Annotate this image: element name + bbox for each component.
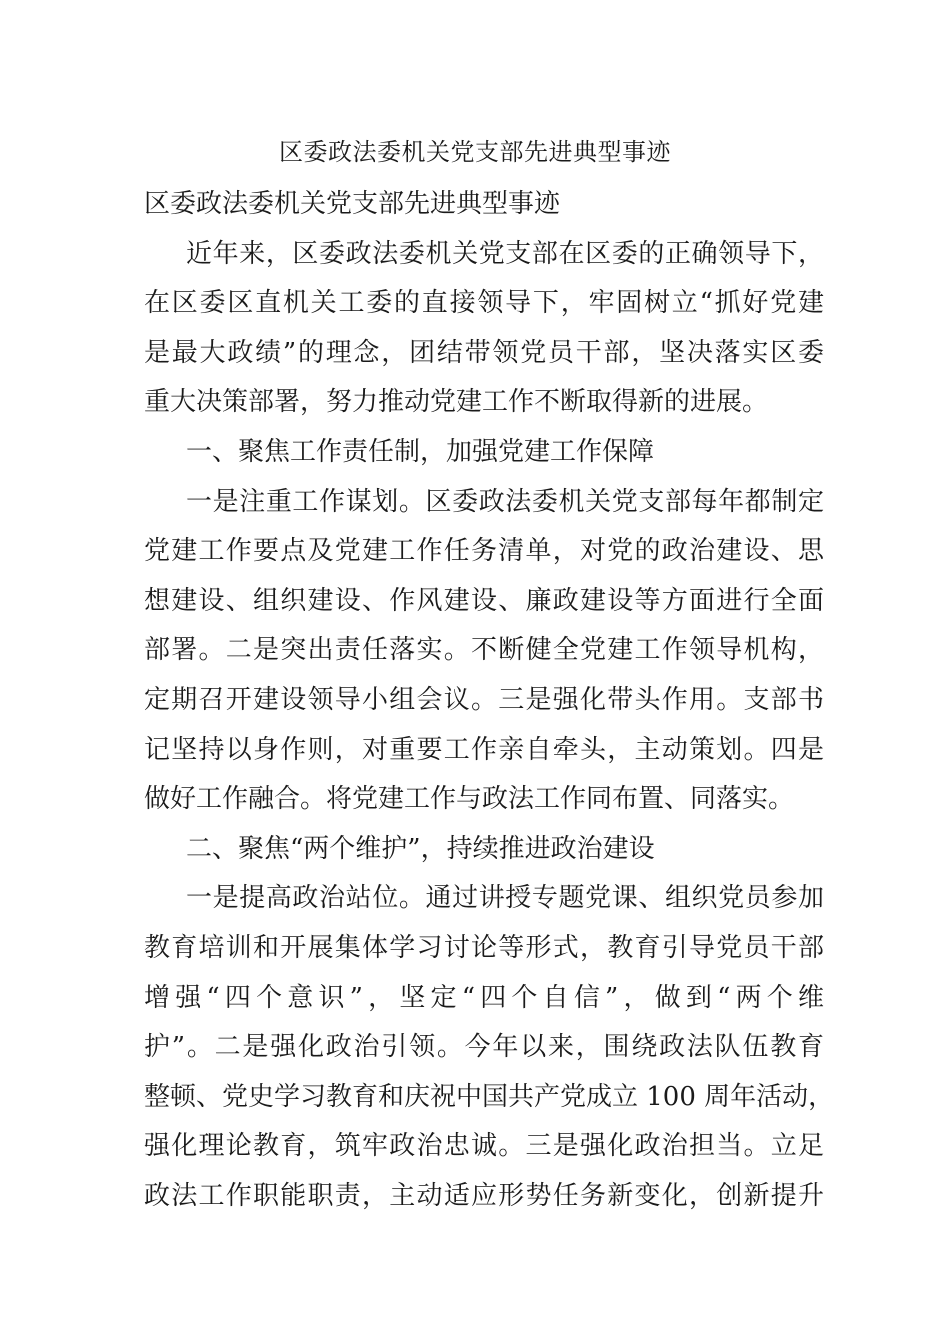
paragraph-line: 重大决策部署，努力推动党建工作不断取得新的进展。 [144, 387, 769, 418]
paragraph-line: 党建工作要点及党建工作任务清单，对党的政治建设、思 [144, 536, 824, 567]
paragraph-line: 护”。二是强化政治引领。今年以来，围绕政法队伍教育 [144, 1032, 824, 1063]
paragraph-line: 一、聚焦工作责任制，加强党建工作保障 [186, 436, 655, 467]
paragraph-line: 二、聚焦“两个维护”，持续推进政治建设 [186, 833, 655, 864]
document-title: 区委政法委机关党支部先进典型事迹 [279, 138, 671, 166]
paragraph-line: 部署。二是突出责任落实。不断健全党建工作领导机构， [144, 635, 824, 666]
paragraph-line: 做好工作融合。将党建工作与政法工作同布置、同落实。 [144, 784, 795, 815]
paragraph-line: 记坚持以身作则，对重要工作亲自牵头，主动策划。四是 [144, 734, 824, 765]
paragraph-line: 政法工作职能职责，主动适应形势任务新变化，创新提升 [144, 1180, 824, 1211]
document-subtitle: 区委政法委机关党支部先进典型事迹 [144, 189, 561, 219]
paragraph-line: 在区委区直机关工委的直接领导下，牢固树立“抓好党建 [144, 288, 824, 319]
paragraph-line: 是最大政绩”的理念，团结带领党员干部，坚决落实区委 [144, 337, 824, 368]
paragraph-line: 增强“四个意识”，坚定“四个自信”，做到“两个维 [144, 982, 824, 1013]
paragraph-line: 强化理论教育，筑牢政治忠诚。三是强化政治担当。立足 [144, 1131, 824, 1162]
paragraph-line: 教育培训和开展集体学习讨论等形式，教育引导党员干部 [144, 932, 824, 963]
paragraph-line: 一是注重工作谋划。区委政法委机关党支部每年都制定 [186, 486, 824, 517]
paragraph-line: 一是提高政治站位。通过讲授专题党课、组织党员参加 [186, 883, 824, 914]
paragraph-line: 近年来，区委政法委机关党支部在区委的正确领导下， [186, 238, 824, 269]
paragraph-line: 整顿、党史学习教育和庆祝中国共产党成立 100 周年活动， [144, 1081, 835, 1112]
paragraph-line: 想建设、组织建设、作风建设、廉政建设等方面进行全面 [144, 585, 824, 616]
document-body [144, 180, 835, 1221]
paragraph-line: 定期召开建设领导小组会议。三是强化带头作用。支部书 [144, 684, 824, 715]
